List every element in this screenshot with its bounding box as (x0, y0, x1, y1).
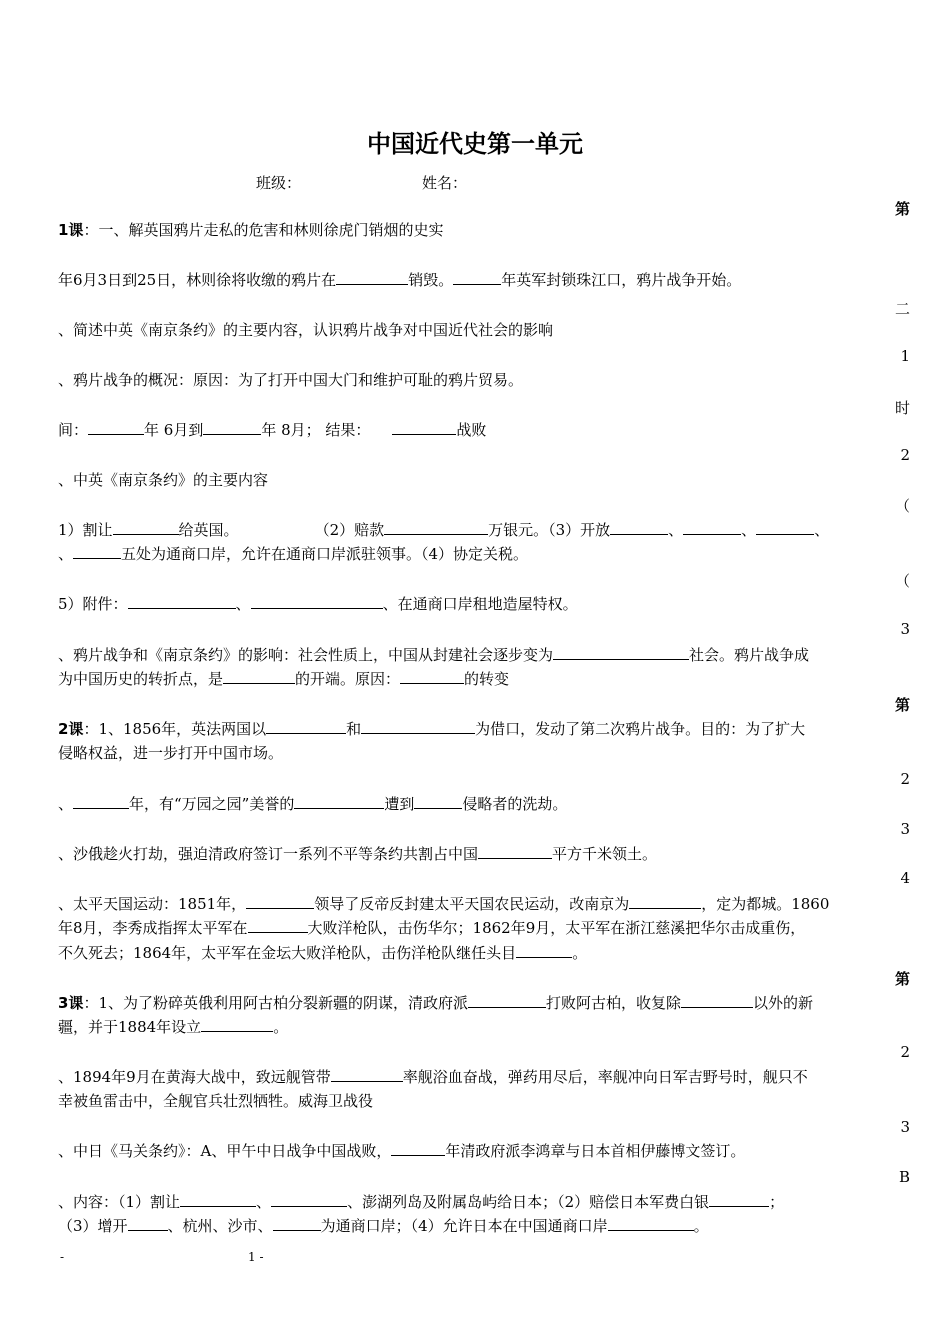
lesson3-line6: 、内容：（1）割让 、 、澎湖列岛及附属岛屿给日本；（2）赔偿日本军费白银 ； (58, 1193, 785, 1211)
margin-char: 第 (894, 696, 910, 714)
class-label: 班级： (256, 174, 302, 192)
lesson1-line9: 5）附件： 、 、在通商口岸租地造屋特权。 (58, 595, 578, 613)
fill-blank[interactable] (391, 1141, 445, 1156)
margin-char: 2 (900, 446, 910, 464)
fill-blank[interactable] (273, 1216, 321, 1231)
fill-blank[interactable] (251, 594, 383, 609)
lesson2-line4: 、沙俄趁火打劫，强迫清政府签订一系列不平等条约共割占中国 平方千米领土。 (58, 845, 658, 863)
margin-char: 2 (900, 1043, 910, 1061)
lesson1-line1: 1课：一、解英国鸦片走私的危害和林则徐虎门销烟的史实 (58, 221, 444, 239)
margin-char: B (898, 1168, 910, 1186)
lesson1-line7: 1）割让 给英国。 （2）赔款 万银元。（3）开放 、 、 、 (58, 521, 830, 539)
lesson1-heading: 1课 (58, 221, 84, 239)
fill-blank[interactable] (468, 993, 546, 1008)
page-number: 1 - (248, 1250, 264, 1264)
margin-char: 二 (894, 300, 910, 318)
fill-blank[interactable] (73, 544, 121, 559)
fill-blank[interactable] (266, 719, 346, 734)
lesson2-line2: 侵略权益，进一步打开中国市场。 (58, 744, 284, 762)
lesson3-line2: 疆，并于1884年设立 。 (58, 1018, 289, 1036)
margin-char: 3 (900, 1118, 910, 1136)
fill-blank[interactable] (608, 1216, 694, 1231)
margin-char: 2 (900, 770, 910, 788)
margin-char: （ (894, 497, 910, 515)
margin-char: 1 (900, 347, 910, 365)
fill-blank[interactable] (414, 794, 462, 809)
page-title: 中国近代史第一单元 (367, 130, 583, 158)
fill-blank[interactable] (203, 420, 261, 435)
lesson1-line4: 、鸦片战争的概况：原因：为了打开中国大门和维护可耻的鸦片贸易。 (58, 371, 524, 389)
lesson1-line10: 、鸦片战争和《南京条约》的影响：社会性质上，中国从封建社会逐步变为 社会。鸦片战争成 (58, 646, 810, 664)
lesson2-line7: 不久死去；1864年，太平军在金坛大败洋枪队，击伤洋枪队继任头目 。 (58, 944, 588, 962)
fill-blank[interactable] (128, 594, 236, 609)
lesson2-heading: 2课 (58, 720, 84, 738)
lesson3-heading: 3课 (58, 994, 84, 1012)
fill-blank[interactable] (453, 270, 501, 285)
fill-blank[interactable] (681, 993, 753, 1008)
fill-blank[interactable] (392, 420, 456, 435)
fill-blank[interactable] (478, 844, 552, 859)
lesson1-line6: 、中英《南京条约》的主要内容 (58, 471, 269, 489)
lesson1-line2: 年6月3日到25日，林则徐将收缴的鸦片在 销毁。 年英军封锁珠江口，鸦片战争开始。 (58, 271, 742, 289)
fill-blank[interactable] (400, 669, 464, 684)
margin-char: 时 (894, 399, 910, 417)
fill-blank[interactable] (223, 669, 295, 684)
fill-blank[interactable] (88, 420, 144, 435)
margin-char: 4 (900, 869, 910, 887)
fill-blank[interactable] (113, 520, 179, 535)
fill-blank[interactable] (629, 894, 701, 909)
footer-dash: - (60, 1250, 65, 1264)
fill-blank[interactable] (709, 1192, 769, 1207)
lesson1-line11: 为中国历史的转折点，是 的开端。原因： 的转变 (58, 670, 510, 688)
fill-blank[interactable] (336, 270, 408, 285)
lesson3-line3: 、1894年9月在黄海大战中，致远舰管带 率舰浴血奋战，弹药用尽后，率舰冲向日军吉野号时，舰只不 (58, 1068, 808, 1086)
fill-blank[interactable] (553, 645, 689, 660)
fill-blank[interactable] (331, 1067, 403, 1082)
lesson2-line1: 2课：1、1856年，英法两国以 和 为借口，发动了第二次鸦片战争。目的：为了扩大 (58, 720, 806, 738)
fill-blank[interactable] (201, 1017, 273, 1032)
fill-blank[interactable] (294, 794, 384, 809)
lesson2-line3: 、 年，有“万园之园”美誉的 遭到 侵略者的洗劫。 (58, 795, 568, 813)
fill-blank[interactable] (271, 1192, 347, 1207)
fill-blank[interactable] (73, 794, 129, 809)
lesson1-line3: 、简述中英《南京条约》的主要内容，认识鸦片战争对中国近代社会的影响 (58, 321, 554, 339)
margin-char: （ (894, 572, 910, 590)
fill-blank[interactable] (246, 894, 314, 909)
fill-blank[interactable] (384, 520, 488, 535)
fill-blank[interactable] (128, 1216, 168, 1231)
margin-char: 3 (900, 820, 910, 838)
lesson1-line5: 间： 年 6月到 年 8月； 结果： 战败 (58, 421, 487, 439)
lesson3-line1: 3课：1、为了粉碎英俄利用阿古柏分裂新疆的阴谋，清政府派 打败阿古柏，收复除 以外的新 (58, 994, 814, 1012)
fill-blank[interactable] (756, 520, 814, 535)
fill-blank[interactable] (683, 520, 741, 535)
name-label: 姓名： (422, 174, 468, 192)
fill-blank[interactable] (361, 719, 475, 734)
margin-char: 第 (894, 200, 910, 218)
fill-blank[interactable] (180, 1192, 256, 1207)
lesson3-line4: 幸被鱼雷击中，全舰官兵壮烈牺牲。威海卫战役 (58, 1092, 374, 1110)
fill-blank[interactable] (516, 943, 572, 958)
lesson3-line5: 、中日《马关条约》：A、甲午中日战争中国战败， 年清政府派李鸿章与日本首相伊藤博文签订。 (58, 1142, 746, 1160)
fill-blank[interactable] (610, 520, 668, 535)
lesson3-line7: （3）增开 、杭州、沙市、 为通商口岸；（4）允许日本在中国通商口岸 。 (58, 1217, 709, 1235)
lesson1-line8: 、 五处为通商口岸，允许在通商口岸派驻领事。（4）协定关税。 (58, 545, 529, 563)
margin-char: 第 (894, 970, 910, 988)
fill-blank[interactable] (248, 918, 308, 933)
margin-char: 3 (900, 620, 910, 638)
lesson2-line6: 年8月，李秀成指挥太平军在 大败洋枪队，击伤华尔；1862年9月，太平军在浙江慈溪把华尔击成重伤， (58, 919, 806, 937)
lesson2-line5: 、太平天国运动：1851年， 领导了反帝反封建太平天国农民运动，改南京为 ，定为都城。1860 (58, 895, 830, 913)
